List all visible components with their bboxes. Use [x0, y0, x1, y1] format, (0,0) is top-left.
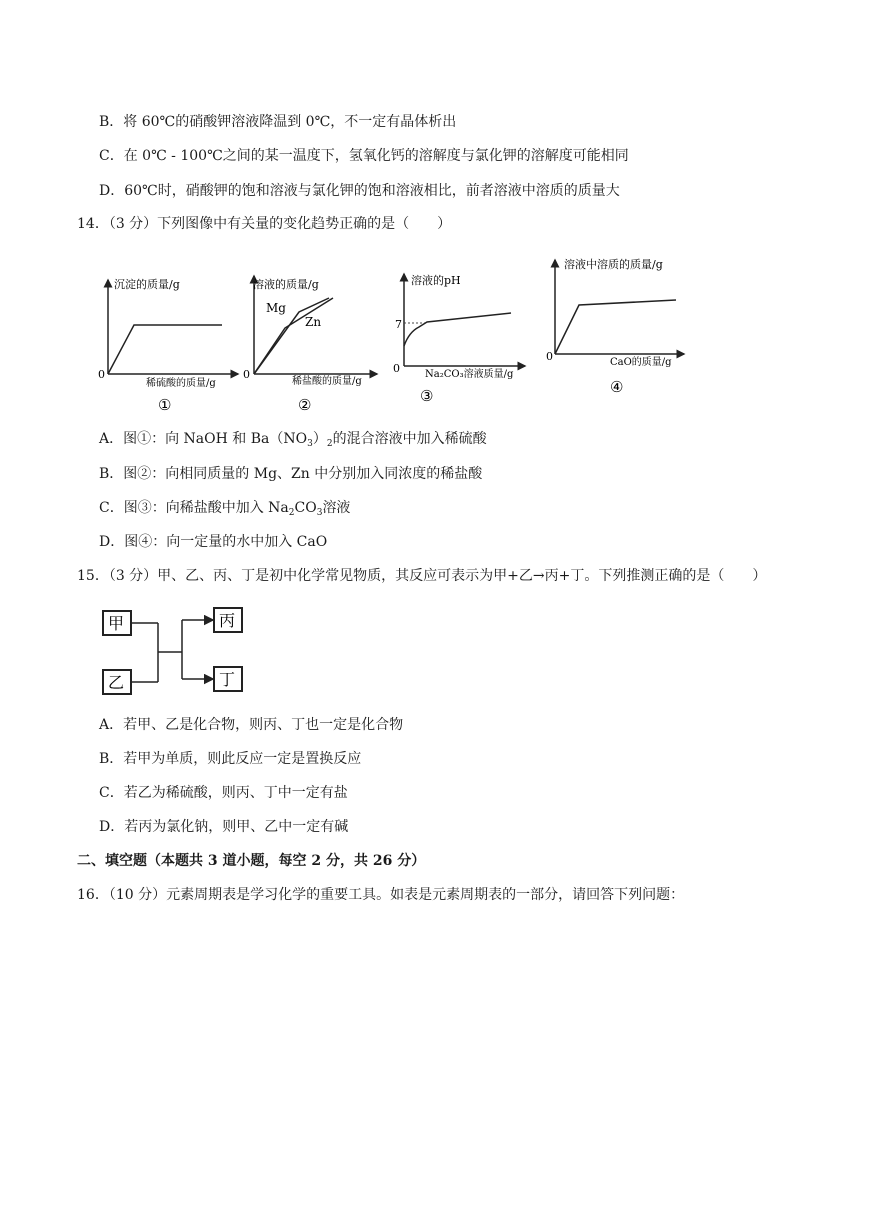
graph-4	[544, 250, 694, 400]
q14-stem: 14．（3 分）下列图像中有关量的变化趋势正确的是（ ）	[77, 216, 452, 232]
graph-3-number: ③	[420, 387, 434, 405]
graph-1-origin: 0	[98, 368, 105, 381]
graph-1	[98, 268, 243, 416]
graph-4-number: ④	[610, 378, 624, 396]
box-jia-label: 甲	[108, 614, 125, 633]
graph-4-xlabel: CaO的质量/g	[610, 357, 672, 368]
graph-2-series-zn: Zn	[305, 315, 322, 329]
graph-1-xlabel: 稀硫酸的质量/g	[146, 378, 216, 389]
q15-option-d: D．若丙为氯化钠，则甲、乙中一定有碱	[99, 819, 349, 835]
section-2-heading: 二、填空题（本题共 3 道小题，每空 2 分，共 26 分）	[77, 853, 426, 869]
graph-3-xlabel: Na₂CO₃溶液质量/g	[425, 369, 514, 380]
q13-option-c: C．在 0℃ - 100℃之间的某一温度下，氢氧化钙的溶解度与氯化钾的溶解度可能相同	[99, 148, 629, 164]
graph-3	[393, 266, 533, 408]
box-bing-label: 丙	[219, 611, 236, 630]
graph-3-ylabel: 溶液的pH	[411, 274, 461, 287]
box-yi-label: 乙	[108, 673, 125, 692]
graph-3-origin: 0	[393, 362, 400, 375]
q15-stem: 15．（3 分）甲、乙、丙、丁是初中化学常见物质，其反应可表示为甲+乙→丙+丁。下列推测正确的是（ ）	[77, 568, 767, 584]
graph-1-number: ①	[158, 396, 172, 414]
q15-option-a: A．若甲、乙是化合物，则丙、丁也一定是化合物	[99, 717, 404, 733]
graph-1-ylabel: 沉淀的质量/g	[114, 278, 180, 291]
q16-stem: 16．（10 分）元素周期表是学习化学的重要工具。如表是元素周期表的一部分，请回答下列问题：	[77, 887, 685, 903]
q15-option-c: C．若乙为稀硫酸，则丙、丁中一定有盐	[99, 785, 348, 801]
graph-3-ytick-7: 7	[395, 318, 402, 331]
q15-option-b: B．若甲为单质，则此反应一定是置换反应	[99, 751, 362, 767]
graph-2-xlabel: 稀盐酸的质量/g	[292, 376, 362, 387]
q13-option-b: B．将 60℃的硝酸钾溶液降温到 0℃，不一定有晶体析出	[99, 114, 457, 130]
graph-2-series-mg: Mg	[266, 301, 286, 315]
q13-option-d: D．60℃时，硝酸钾的饱和溶液与氯化钾的饱和溶液相比，前者溶液中溶质的质量大	[99, 183, 620, 199]
q14-option-b: B．图②：向相同质量的 Mg、Zn 中分别加入同浓度的稀盐酸	[99, 466, 483, 482]
box-ding-label: 丁	[219, 670, 236, 689]
q14-option-c: C．图③：向稀盐酸中加入 $Na_2CO_3$溶液	[99, 500, 351, 518]
graph-2-origin: 0	[243, 368, 250, 381]
graph-2	[243, 266, 383, 416]
reaction-diagram	[98, 605, 258, 697]
graph-4-ylabel: 溶液中溶质的质量/g	[564, 258, 663, 271]
q14-option-a: A．图①：向 NaOH 和 $Ba(NO_3)_2$的混合溶液中加入稀硫酸	[99, 431, 487, 449]
graph-2-number: ②	[298, 396, 312, 414]
graph-4-origin: 0	[546, 350, 553, 363]
q14-option-d: D．图④：向一定量的水中加入 CaO	[99, 534, 328, 550]
graph-2-ylabel: 溶液的质量/g	[253, 278, 319, 291]
